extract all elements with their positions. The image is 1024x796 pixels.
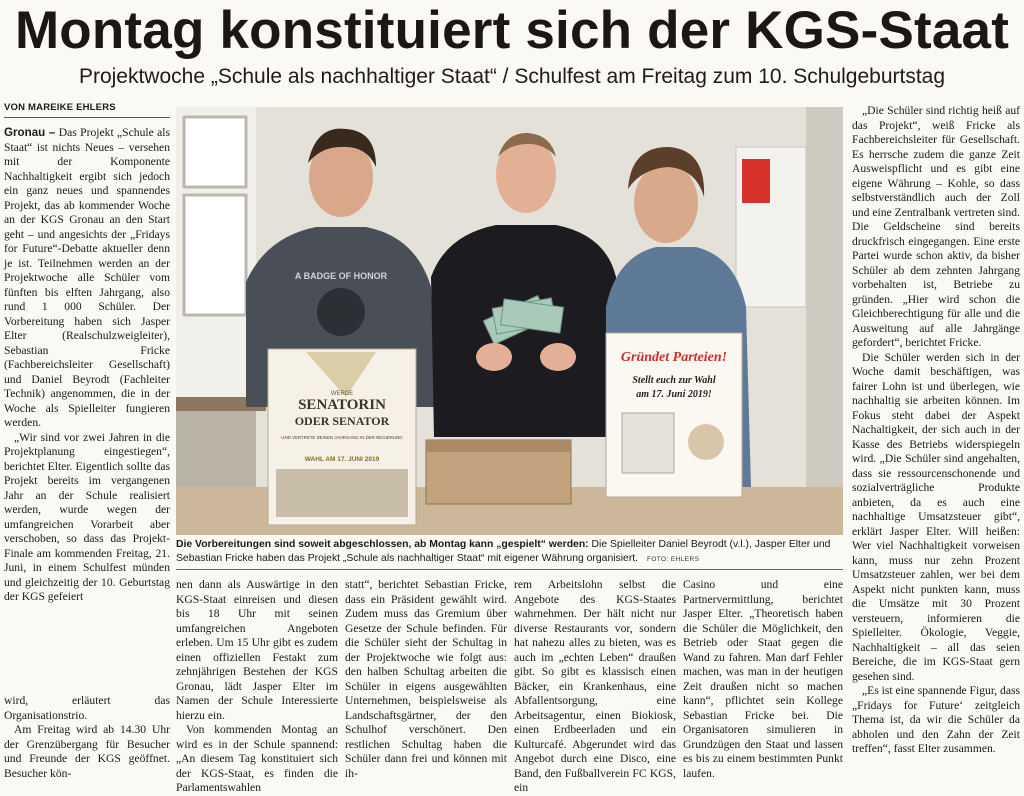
poster-right-line2: am 17. Juni 2019!: [636, 389, 712, 400]
poster-left-top: WERDE: [330, 391, 354, 397]
article-paragraph: „Es ist eine spannende Figur, dass „Fridays for Future‘ zeitgleich Thema ist, da wir die Schüler da abholen und den Zahn der Zeit treffen“, fasst Elter zusammen.: [852, 684, 1020, 755]
poster-right-line1: Stellt euch zur Wahl: [632, 375, 716, 386]
poster-right: [606, 333, 742, 497]
article-paragraph: Von kommenden Montag an wird es in der Schule spannend: „An diesem Tag konstituiert sich der KGS-Staat, es finden die Parlamentswahlen: [176, 723, 338, 794]
caption-divider: [176, 569, 843, 570]
article-paragraph: „Wir sind vor zwei Jahren in die Projektplanung eingestiegen“, berichtet Elter. Eigentlich sollte das Projekt bereits im vergangenen Jahr an der Schule realisiert werden, wurde wegen der umfangreichen Vorarbeit aber verschoben, so dass das Projekt-Finale am kommenden Freitag, 21. Juni, in einem Schulfest münden und gleichzeitig der 10. Geburtstag der KGS gefeiert: [4, 430, 170, 603]
paragraph-text: Das Projekt „Schule als Staat“ ist nichts Neues – versehen mit der Komponente Nachhaltigkeit ergibt sich jedoch ein ganz neues und spannendes Projekt, das ab kommender Woche an der KGS Gronau an den Start geht – und angesichts der „Fridays for Future“-Debatte aktueller denn je ist. Teilnehmen werden an der Projektwoche alle Schüler vom fünften bis elften Jahrgang, also rund 1 000 Schüler. Der Vorbereitung haben sich Jasper Elter (Realschulzweigleiter), Sebastian Fricke (Fachbereichsleiter Gesellschaft) und Daniel Beyrodt (Fachleiter Technik) angenommen, die in der Woche als Spielleiter fungieren werden.: [4, 126, 170, 429]
headline: Montag konstituiert sich der KGS-Staat: [14, 1, 1010, 60]
article-column-6: [852, 104, 1020, 778]
poster-left: [268, 349, 416, 525]
article-paragraph: [4, 126, 170, 431]
article-paragraph: nen dann als Auswärtige in den KGS-Staat einreisen und diesen bis 18 Uhr mit seinen umfangreichen Angeboten erleben. Um 15 Uhr gibt es zudem einen offiziellen Festakt zum zehnjährigen Bestehen der KGS Gronau, lädt Jasper Elter im Namen der Schule Interessierte hierzu ein.: [176, 578, 338, 722]
photo-credit: FOTO: EHLERS: [646, 555, 700, 563]
shirt-print: A BADGE OF HONOR: [294, 271, 388, 281]
caption-lead: Die Vorbereitungen sind soweit abgeschlossen, ab Montag kann „gespielt“ werden:: [176, 539, 589, 550]
poster-left-line2: ODER SENATOR: [294, 414, 390, 428]
poster-left-small: UND VERTRETE DEINEN JAHRGANG IN DER REGIERUNG: [281, 435, 403, 440]
article-paragraph: statt“, berichtet Sebastian Fricke, dass ein Präsident gewählt wird. Zudem muss das Gremium über Gesetze der Schule befinden. Für die Schüler sieht der Schultag in der Projektwoche wie folgt aus: den halben Schultag arbeiten die Schüler in eigens ausgewählten Unternehmen, beispielsweise als Landschaftsgärtner, der den Schulhof verschönert. Den restlichen Schultag haben die Schüler dann frei und können mit ih-: [345, 578, 507, 780]
article-paragraph: Casino und eine Partnervermittlung, berichtet Jasper Elter. „Theoretisch haben die Schüler die Möglichkeit, den Betrieb oder Staat gegen die Wand zu fahren. Man darf Fehler machen, was man in der heutigen Zeit draußen nicht so machen kann“, pflichtet sein Kollege Sebastian Fricke bei. Die Organisatoren simulieren in Grundzügen den Staat und lassen es bis zu einem bestimmten Punkt laufen.: [683, 578, 843, 780]
poster-left-line1: SENATORIN: [298, 397, 386, 413]
photo-caption: [176, 538, 843, 566]
dateline: Gronau –: [4, 126, 56, 139]
poster-left-date: WAHL AM 17. JUNI 2019: [304, 456, 380, 463]
article-column-4: [514, 578, 676, 794]
article-column-1-continued: [4, 694, 170, 778]
article-column-5: [683, 578, 843, 778]
article-column-2: [176, 578, 338, 794]
article-paragraph: rem Arbeitslohn selbst die Angebote des KGS-Staates wahrnehmen. Der hält nicht nur diverse Restaurants vor, sondern hat nahezu alles zu bieten, was es auch im „echten Leben“ draußen gibt. So gibt es klassisch einen Bäcker, ein Krankenhaus, eine Abfallentsorgung, eine Arbeitsagentur, einen Biokiosk, einen Erdbeerladen und ein Kulturcafé. Abgerundet wird das Angebot durch eine Disco, eine Band, den Fußballverein FC KGS, ein: [514, 578, 676, 794]
caption-text: Die Spielleiter Daniel Beyrodt (v.l.), Jasper Elter und Sebastian Fricke haben das Projekt „Schule als nachhaltiger Staat“ mit eigener Währung organisiert.: [176, 539, 831, 564]
article-photo: [176, 107, 843, 535]
byline: VON MAREIKE EHLERS: [4, 102, 170, 118]
article-paragraph: wird, erläutert das Organisationstrio.: [4, 694, 170, 722]
article-paragraph: Am Freitag wird ab 14.30 Uhr der Grenzübergang für Besucher und Freunde der KGS geöffnet. Besucher kön-: [4, 723, 170, 780]
article-paragraph: „Die Schüler sind richtig heiß auf das Projekt“, weiß Fricke als Fachbereichsleiter für Gesellschaft. Es herrsche zudem die ganze Zeit Ausweispflicht und es gibt eine eigene Währung – Kohle, so dass selbstverständlich auch der Zoll und eine Zentralbank vertreten sind. Die Geldscheine sind bereits druckfrisch eingegangen. Eine erste Partei wurde schon aktiv, da bisher Schüler ab dem zehnten Jahrgang vorbehalten ist, Betriebe zu gründen. „Hier wird schon die Gleichberechtigung für alle und die Ausweitung auf alle Jahrgänge gefordert“, berichtet Fricke.: [852, 104, 1020, 349]
subheadline: Projektwoche „Schule als nachhaltiger Staat“ / Schulfest am Freitag zum 10. Schulgeburtstag: [78, 65, 946, 88]
article-column-1: [4, 126, 170, 608]
article-column-3: [345, 578, 507, 778]
photo-illustration: [176, 107, 843, 535]
article-paragraph: Die Schüler werden sich in der Woche damit beschäftigen, was fairer Lohn ist und überlegen, wie nachhaltig sie arbeiten können. Im Fokus steht dabei der Aspekt Nachaltigkeit, der sich auch in der Kasse des Betriebs widerspiegeln wird. „Die Schüler sind angehalten, dass sie ressourcenschonende und sozialverträgliche Produkte anbieten, da es auch eine nachhaltige Umsatzsteuer gibt“, erklärt Jasper Elter. Will heißen: Wer viel Nachhaltigkeit vorweisen kann, muss nur zehn Prozent Umsatzsteuer zahlen, wer bei dem Aspekt nicht punkten kann, muss die Umsätze mit 30 Prozent versteuern, informieren die Spielleiter. Ökologie, Veggie, Nachhaltigkeit – all das seien Bereiche, die im KGS-Staat gern gesehen sind.: [852, 350, 1020, 683]
poster-right-title: Gründet Parteien!: [620, 350, 728, 365]
